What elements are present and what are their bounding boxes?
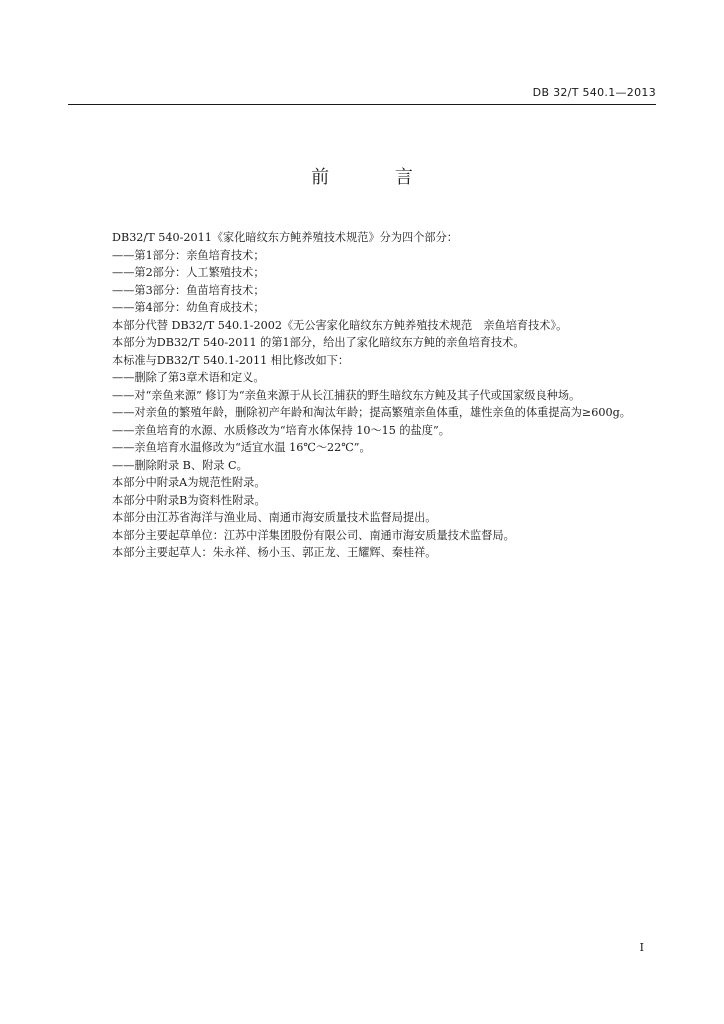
page-number: I: [639, 941, 644, 954]
paragraph-scope: 本部分为DB32/T 540-2011 的第1部分，给出了家化暗纹东方鲀的亲鱼培育技术。: [112, 336, 525, 349]
paragraph-change-1: ——删除了第3章术语和定义。: [112, 371, 265, 384]
paragraph-part-1: ——第1部分：亲鱼培育技术；: [112, 248, 265, 262]
header-rule: [68, 104, 656, 105]
paragraph-change-4: ——亲鱼培育的水源、水质修改为“培育水体保持 10～15 的盐度”。: [112, 423, 450, 437]
paragraph-change-3: ——对亲鱼的繁殖年龄，删除初产年龄和淘汰年龄；提高繁殖亲鱼体重，雄性亲鱼的体重提高为≥600g。: [112, 406, 631, 419]
paragraph-change-5: ——亲鱼培育水温修改为“适宜水温 16℃～22℃”。: [112, 441, 371, 454]
standard-code: DB 32/T 540.1—2013: [532, 86, 656, 99]
paragraph-part-2: ——第2部分：人工繁殖技术；: [112, 266, 265, 279]
paragraph-part-3: ——第3部分：鱼苗培育技术；: [112, 283, 265, 297]
foreword-body: [88, 229, 663, 562]
paragraph-appendix-b: 本部分中附录B为资料性附录。: [112, 493, 266, 507]
page-title: 前 言: [311, 167, 443, 188]
paragraph-parts-intro: DB32/T 540-2011《家化暗纹东方鲀养殖技术规范》分为四个部分：: [112, 231, 458, 244]
paragraph-drafting-units: 本部分主要起草单位：江苏中洋集团股份有限公司、南通市海安质量技术监督局。: [112, 528, 515, 542]
paragraph-appendix-a: 本部分中附录A为规范性附录。: [112, 476, 266, 489]
paragraph-proposer: 本部分由江苏省海洋与渔业局、南通市海安质量技术监督局提出。: [112, 511, 437, 524]
paragraph-part-4: ——第4部分：幼鱼育成技术；: [112, 301, 265, 314]
paragraph-change-2: ——对“亲鱼来源” 修订为“亲鱼来源于从长江捕获的野生暗纹东方鲀及其子代或国家级良种场。: [112, 388, 581, 402]
paragraph-change-6: ——删除附录 B、附录 C。: [112, 458, 248, 472]
paragraph-drafters: 本部分主要起草人：朱永祥、杨小玉、郭正龙、王耀辉、秦桂祥。: [112, 546, 437, 559]
paragraph-changes-intro: 本标准与DB32/T 540.1-2011 相比修改如下：: [112, 353, 350, 367]
paragraph-replaces: 本部分代替 DB32/T 540.1-2002《无公害家化暗纹东方鲀养殖技术规范 亲鱼培育技术》。: [112, 318, 568, 332]
